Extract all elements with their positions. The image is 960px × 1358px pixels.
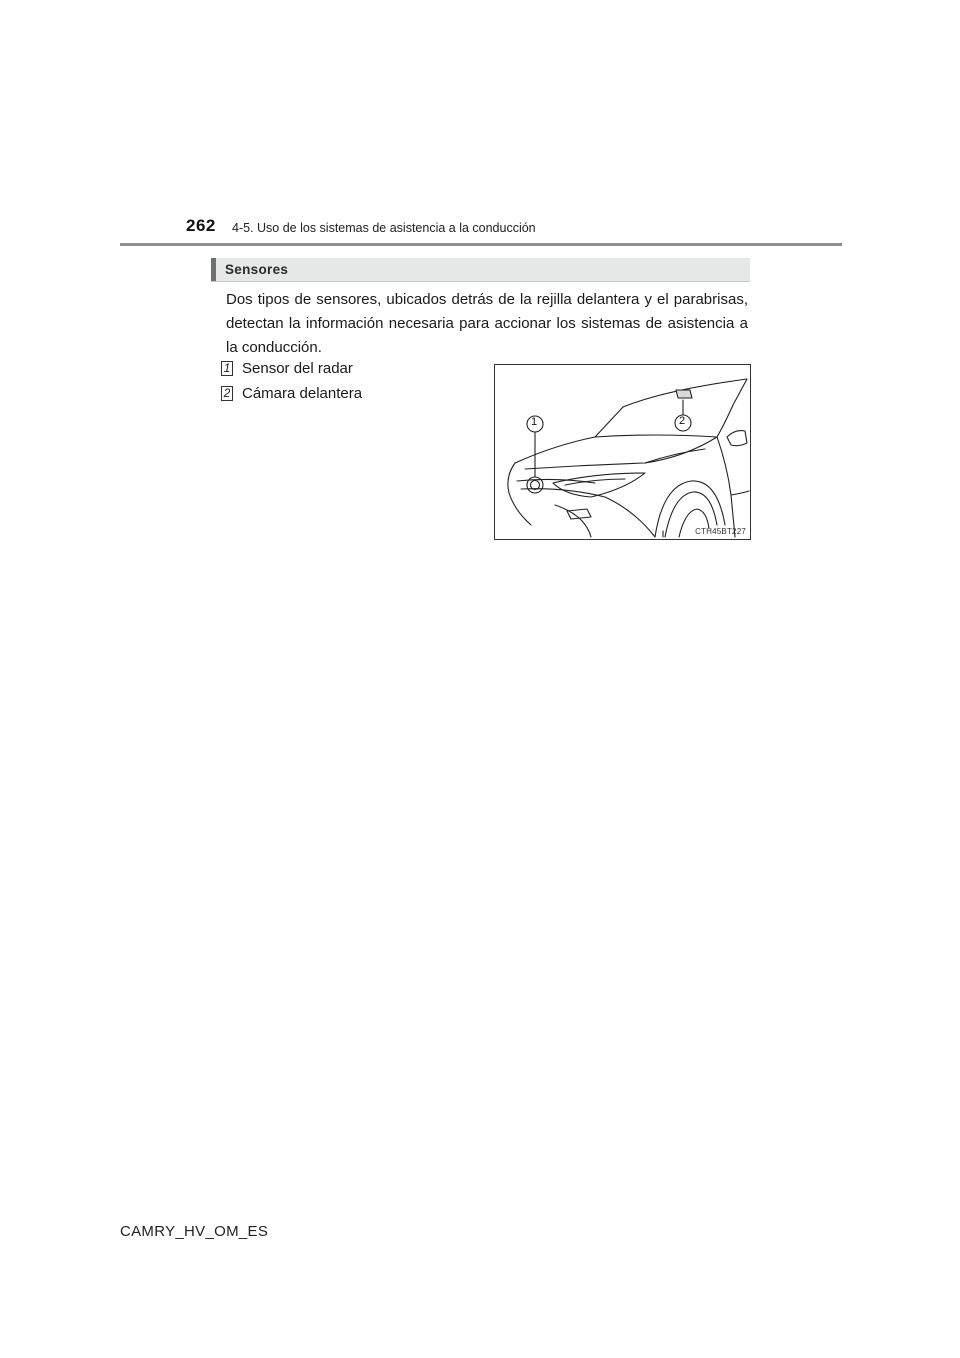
body-paragraph: Dos tipos de sensores, ubicados detrás de la rejilla delantera y el parabrisas, detectan la información necesaria para accionar los sistemas de asistencia a la conducción. xyxy=(226,291,748,356)
header-rule xyxy=(120,243,842,246)
footer-doc-id: CAMRY_HV_OM_ES xyxy=(120,1223,269,1240)
car-front-illustration xyxy=(495,365,750,539)
callout-1: 1 xyxy=(531,416,538,428)
list-item-camera xyxy=(221,384,362,402)
list-item-radar xyxy=(221,359,353,377)
figure-code: CTH45BT227 xyxy=(695,527,746,536)
running-head: 4-5. Uso de los sistemas de asistencia a la conducción xyxy=(232,221,536,235)
item-number-box: 2 xyxy=(221,386,233,401)
car-sensor-figure xyxy=(494,364,751,540)
page-number: 262 xyxy=(186,216,216,235)
item-label: Sensor del radar xyxy=(242,359,353,377)
section-bar xyxy=(211,258,750,282)
item-number-box: 1 xyxy=(221,361,233,376)
section-title: Sensores xyxy=(225,262,289,277)
item-label: Cámara delantera xyxy=(242,384,363,402)
callout-2: 2 xyxy=(679,415,686,427)
